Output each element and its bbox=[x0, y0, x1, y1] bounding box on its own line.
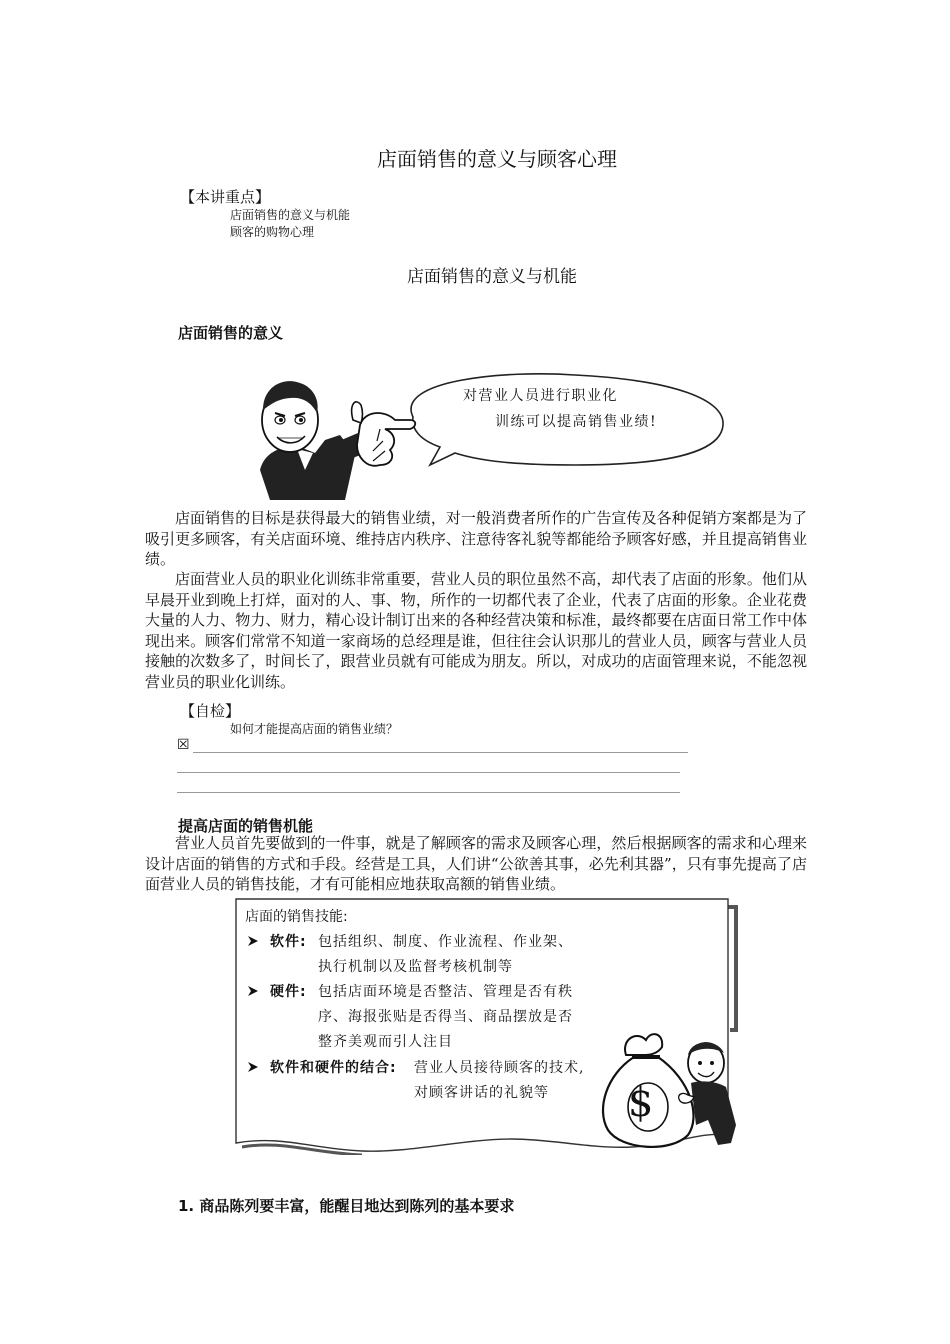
hardware-line: 序、海报张贴是否得当、商品摆放是否 bbox=[318, 1009, 573, 1025]
key-point-item: 顾客的购物心理 bbox=[230, 225, 315, 239]
meaning-paragraph-2: 店面营业人员的职业化训练非常重要，营业人员的职位虽然不高，却代表了店面的形象。他们从早晨开业到晚上打烊，面对的人、事、物，所作的一切都代表了企业，代表了店面的形象。企业花费大量的人力、物力、财力，精心设计制订出来的各种经营决策和标准，最终都要在店面日常工作中体现出来。顾客们常常不知道一家商场的总经理是谁，但往往会认识那儿的营业人员，顾客与营业人员接触的次数多了，时间长了，跟营业员就有可能成为朋友。所以，对成功的店面管理来说，不能忽视营业员的职业化训练。 bbox=[145, 570, 807, 691]
money-bag-illustration bbox=[596, 1025, 746, 1155]
answer-line[interactable] bbox=[177, 772, 680, 773]
software-line: 执行机制以及监督考核机制等 bbox=[318, 959, 513, 975]
meaning-heading: 店面销售的意义 bbox=[178, 324, 284, 342]
bubble-text-line1: 对营业人员进行职业化 bbox=[463, 388, 618, 404]
page-title: 店面销售的意义与顾客心理 bbox=[377, 147, 617, 171]
checkbox-icon[interactable]: ☒ bbox=[177, 737, 190, 753]
combo-line: 对顾客讲话的礼貌等 bbox=[414, 1085, 549, 1101]
software-line: 包括组织、制度、作业流程、作业架、 bbox=[318, 934, 573, 950]
key-point-item: 店面销售的意义与机能 bbox=[230, 208, 351, 222]
key-points-heading: 【本讲重点】 bbox=[180, 188, 271, 206]
meaning-paragraph-1: 店面销售的目标是获得最大的销售业绩，对一般消费者所作的广告宣传及各种促销方案都是为了吸引更多顾客，有关店面环境、维持店内秩序、注意待客礼貌等都能给予顾客好感，并且提高销售业绩。 bbox=[145, 509, 807, 568]
hardware-line: 整齐美观而引人注目 bbox=[318, 1034, 453, 1050]
combo-label: 软件和硬件的结合: bbox=[270, 1060, 397, 1076]
bubble-text-line2: 训练可以提高销售业绩! bbox=[495, 414, 658, 430]
section-title: 店面销售的意义与机能 bbox=[407, 267, 577, 287]
self-check-heading: 【自检】 bbox=[180, 702, 241, 720]
item-1-heading: 1. 商品陈列要丰富，能醒目地达到陈列的基本要求 bbox=[178, 1197, 515, 1215]
combo-line: 营业人员接待顾客的技术, bbox=[414, 1060, 585, 1076]
dollar-sign: $ bbox=[628, 1080, 654, 1126]
arrow-bullet-icon bbox=[247, 985, 259, 997]
software-label: 软件: bbox=[270, 934, 307, 950]
answer-line[interactable] bbox=[193, 752, 688, 753]
improve-paragraph: 营业人员首先要做到的一件事，就是了解顾客的需求及顾客心理，然后根据顾客的需求和心理来设计店面的销售的方式和手段。经营是工具，人们讲“公欲善其事，必先利其器”，只有事先提高了店面营业人员的销售技能，才有可能相应地获取高额的销售业绩。 bbox=[145, 834, 807, 893]
hardware-label: 硬件: bbox=[270, 984, 307, 1000]
self-check-question: 如何才能提高店面的销售业绩？ bbox=[230, 722, 399, 736]
arrow-bullet-icon bbox=[247, 935, 259, 947]
improve-heading: 提高店面的销售机能 bbox=[178, 817, 314, 835]
skills-heading: 店面的销售技能: bbox=[245, 909, 348, 925]
hardware-line: 包括店面环境是否整洁、管理是否有秩 bbox=[318, 984, 573, 1000]
answer-line[interactable] bbox=[177, 792, 680, 793]
arrow-bullet-icon bbox=[247, 1061, 259, 1073]
